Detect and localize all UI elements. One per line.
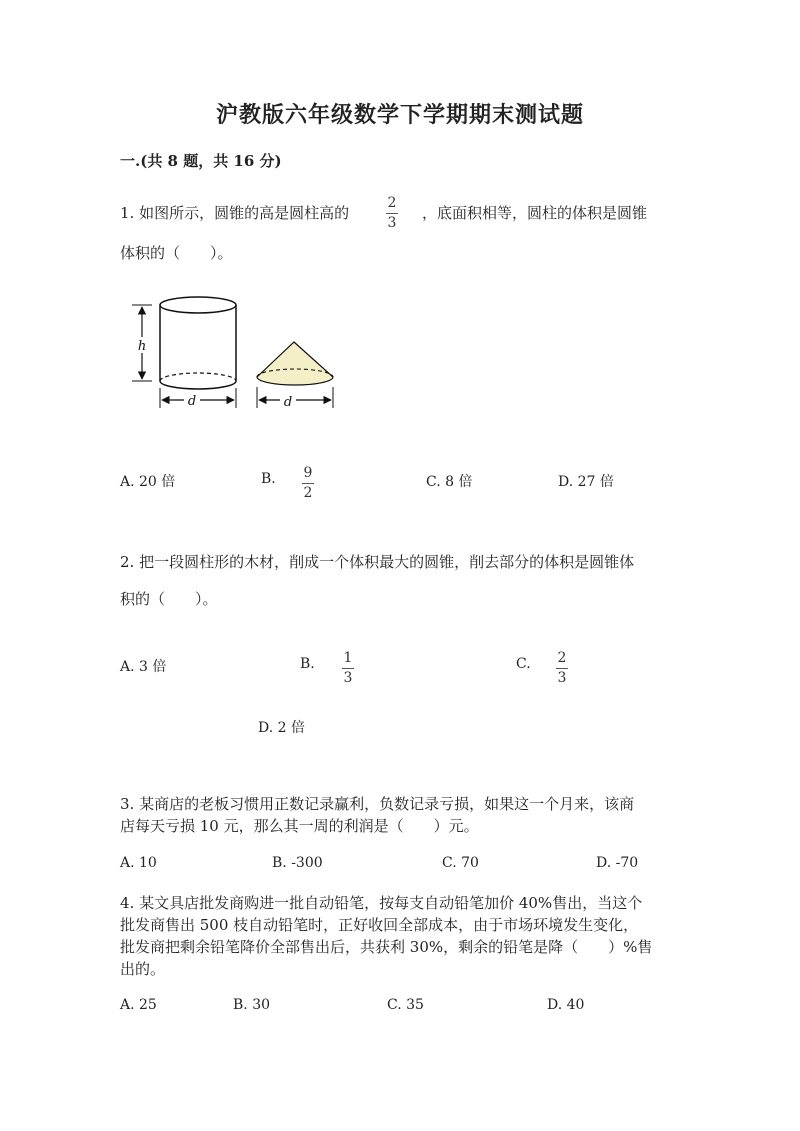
fraction-numerator: 2 xyxy=(557,650,567,666)
q4-option-b[interactable]: B. 30 xyxy=(233,997,271,1013)
q3-option-b[interactable]: B. -300 xyxy=(272,855,323,871)
q3-option-c[interactable]: C. 70 xyxy=(442,855,479,871)
q1-text-line1a: 1. 如图所示，圆锥的高是圆柱高的 xyxy=(120,204,350,222)
fraction-bar xyxy=(302,483,314,484)
q4-option-c[interactable]: C. 35 xyxy=(387,997,424,1013)
q1-option-b-fraction xyxy=(302,466,314,501)
q2-option-b-fraction xyxy=(342,651,354,686)
fraction-bar xyxy=(342,668,354,669)
fraction-bar xyxy=(386,213,398,214)
cylinder-shape xyxy=(160,297,236,389)
q1-fraction-numerator: 2 xyxy=(387,195,397,211)
q2-text-line1: 2. 把一段圆柱形的木材，削成一个体积最大的圆锥，削去部分的体积是圆锥体 xyxy=(120,553,635,571)
q4-text-line2: 批发商售出 500 枝自动铅笔时，正好收回全部成本，由于市场环境发生变化， xyxy=(120,916,639,934)
q1-fraction xyxy=(386,196,398,231)
cylinder-diameter-label: d xyxy=(187,394,197,409)
q4-text-line4: 出的。 xyxy=(120,960,166,978)
q2-option-c-fraction xyxy=(556,651,568,686)
q2-option-a[interactable]: A. 3 倍 xyxy=(120,659,167,675)
fraction-numerator: 1 xyxy=(343,650,353,666)
fraction-denominator: 2 xyxy=(303,485,313,501)
q1-option-a[interactable]: A. 20 倍 xyxy=(120,474,176,490)
q1-option-c[interactable]: C. 8 倍 xyxy=(426,474,473,490)
page-title: 沪教版六年级数学下学期期末测试题 xyxy=(215,102,584,128)
q1-option-d[interactable]: D. 27 倍 xyxy=(558,474,614,490)
q2-option-b[interactable]: B. xyxy=(300,656,315,672)
cone-shape xyxy=(257,342,333,385)
q1-option-b[interactable]: B. xyxy=(261,471,276,487)
q2-option-d[interactable]: D. 2 倍 xyxy=(258,720,305,736)
q1-fraction-denominator: 3 xyxy=(387,215,397,231)
q3-text-line1: 3. 某商店的老板习惯用正数记录赢利，负数记录亏损，如果这一个月来，该商 xyxy=(120,795,635,813)
q2-text-line2: 积的（ ）。 xyxy=(120,590,218,608)
cone-diameter-label: d xyxy=(283,395,293,410)
cylinder-diameter-arrow xyxy=(160,388,236,408)
fraction-denominator: 3 xyxy=(557,670,567,686)
q2-option-c[interactable]: C. xyxy=(516,656,531,672)
section-heading: 一.(共 8 题，共 16 分) xyxy=(120,152,282,170)
q4-text-line3: 批发商把剩余铅笔降价全部售出后，共获利 30%，剩余的铅笔是降（ ）%售 xyxy=(120,938,653,956)
q4-option-a[interactable]: A. 25 xyxy=(120,997,157,1013)
q4-option-d[interactable]: D. 40 xyxy=(547,997,585,1013)
cone-diameter-arrow xyxy=(257,387,333,408)
q3-option-a[interactable]: A. 10 xyxy=(120,855,157,871)
fraction-numerator: 9 xyxy=(303,465,313,481)
q4-text-line1: 4. 某文具店批发商购进一批自动铅笔，按每支自动铅笔加价 40%售出，当这个 xyxy=(120,894,643,912)
fraction-denominator: 3 xyxy=(343,670,353,686)
q1-text-line1b: ，底面积相等，圆柱的体积是圆锥 xyxy=(422,204,648,222)
fraction-bar xyxy=(556,668,568,669)
q3-option-d[interactable]: D. -70 xyxy=(596,855,639,871)
height-label: h xyxy=(137,339,147,354)
q1-figure xyxy=(122,292,342,416)
q3-text-line2: 店每天亏损 10 元，那么其一周的利润是（ ）元。 xyxy=(120,817,479,835)
q1-text-line2: 体积的（ ）。 xyxy=(120,244,233,262)
